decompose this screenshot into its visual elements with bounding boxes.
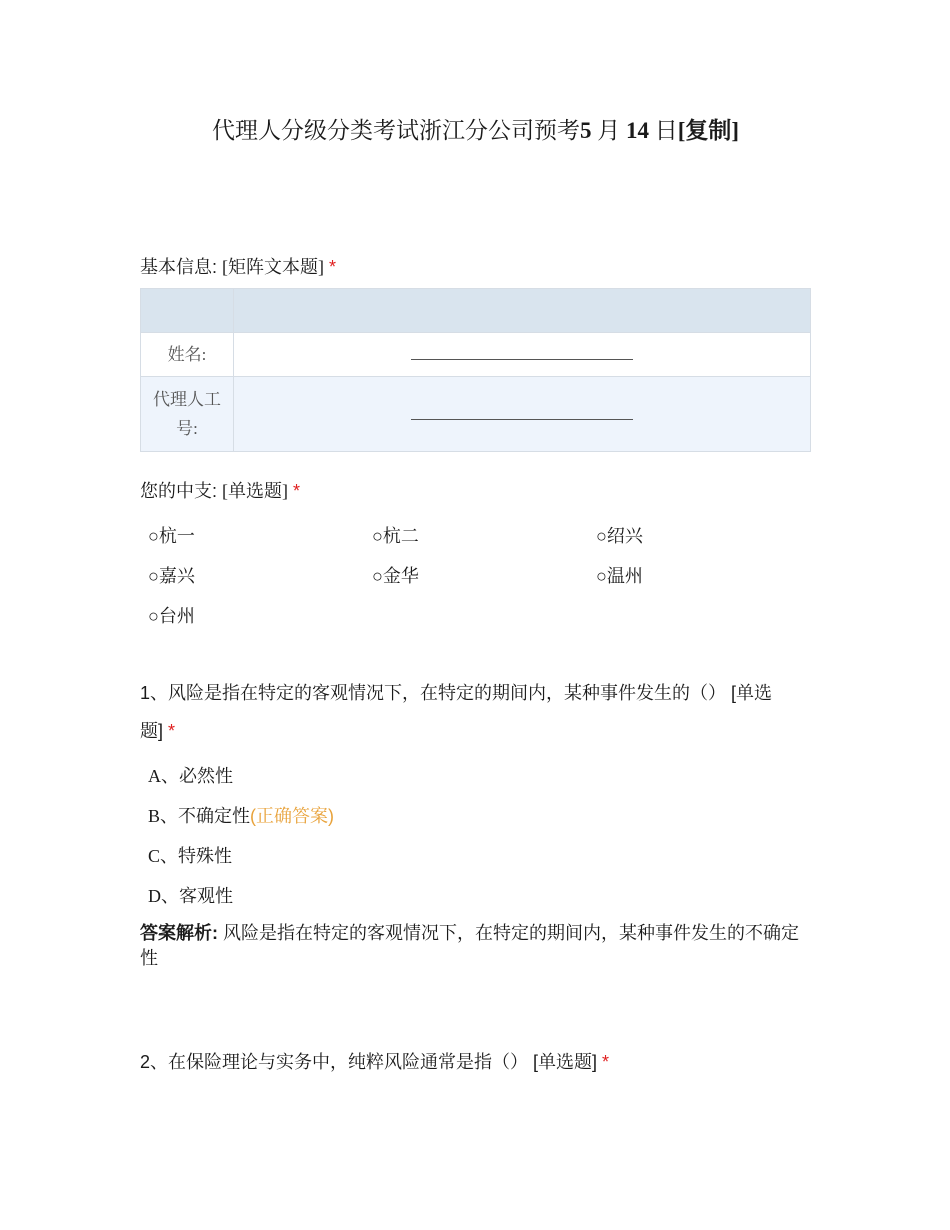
- q1-text-line1: 1、风险是指在特定的客观情况下，在特定的期间内，某种事件发生的（） [单选: [140, 683, 773, 703]
- q1-text-line2: 题] *: [140, 721, 176, 741]
- branch-option-taizhou[interactable]: ○台州: [148, 606, 195, 626]
- agent-id-label: 代理人工 号:: [141, 377, 234, 452]
- matrix-header-row: [141, 289, 811, 333]
- required-star: *: [168, 721, 176, 741]
- branch-option-hanger[interactable]: ○杭二: [372, 526, 419, 546]
- page-title: 代理人分级分类考试浙江分公司预考5 月 14 日[复制]: [211, 118, 740, 143]
- agent-id-blank-line[interactable]: [411, 418, 633, 420]
- branch-option-shaoxing[interactable]: ○绍兴: [596, 526, 643, 546]
- name-blank-line[interactable]: [411, 358, 633, 360]
- name-field[interactable]: [234, 333, 811, 377]
- required-star: *: [602, 1052, 610, 1072]
- correct-answer-label: (正确答案): [250, 806, 335, 826]
- q1-option-b[interactable]: B、不确定性(正确答案): [148, 806, 335, 826]
- agent-id-field[interactable]: [234, 377, 811, 452]
- q1-answer-analysis: 答案解析: 风险是指在特定的客观情况下，在特定的期间内，某种事件发生的不确定性: [140, 923, 799, 968]
- branch-option-hangyi[interactable]: ○杭一: [148, 526, 195, 546]
- matrix-row-agent-id: [141, 377, 811, 452]
- q1-option-d[interactable]: D、客观性: [148, 886, 233, 906]
- basic-info-heading: 基本信息: [矩阵文本题] *: [140, 257, 337, 277]
- branch-option-jinhua[interactable]: ○金华: [372, 566, 419, 586]
- q2-text: 2、在保险理论与实务中，纯粹风险通常是指（） [单选题] *: [140, 1052, 610, 1072]
- required-star: *: [329, 257, 337, 277]
- matrix-row-name: [141, 333, 811, 377]
- q1-option-c[interactable]: C、特殊性: [148, 846, 233, 866]
- required-star: *: [293, 481, 301, 501]
- basic-info-matrix: [140, 288, 811, 452]
- branch-option-wenzhou[interactable]: ○温州: [596, 566, 643, 586]
- branch-heading: 您的中支: [单选题] *: [140, 481, 301, 501]
- name-label: 姓名:: [141, 333, 234, 377]
- branch-option-jiaxing[interactable]: ○嘉兴: [148, 566, 195, 586]
- q1-option-a[interactable]: A、必然性: [148, 766, 233, 786]
